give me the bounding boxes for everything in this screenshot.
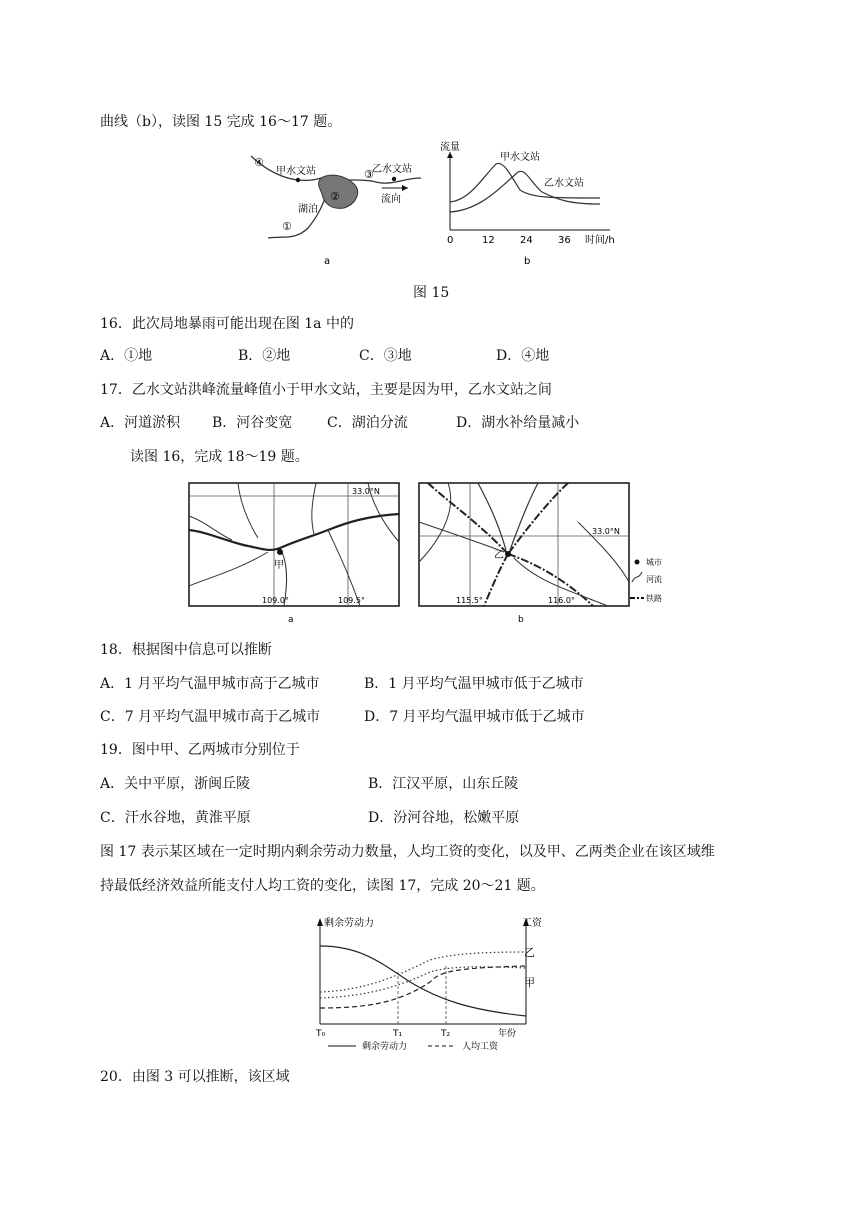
q16-option-a: A．①地 — [100, 348, 153, 364]
chart-15b-series-yi: 乙水文站 — [544, 178, 584, 189]
fig16b-lon1-label: 115.5° — [456, 596, 483, 605]
chart-15b-tick-0: 0 — [447, 235, 454, 246]
chart-15b-xlabel: 时间/h — [585, 235, 615, 246]
figure-17-chart — [300, 912, 560, 1062]
legend-city-label: 城市 — [646, 558, 662, 567]
q18-stem: 18．根据图中信息可以推断 — [100, 642, 272, 658]
fig16a-lat-label: 33.0°N — [352, 487, 380, 496]
chart-15b-ylabel: 流量 — [440, 142, 460, 153]
marker-1: ① — [282, 220, 292, 233]
station-jia-label: 甲水文站 — [276, 166, 316, 177]
q19-option-a: A．关中平原，浙闽丘陵 — [100, 776, 251, 792]
chart-15b-tick-36: 36 — [558, 235, 571, 246]
legend-railway-label: 铁路 — [646, 594, 662, 603]
figure-15b-chart — [440, 138, 620, 268]
fig17-legend-wage: 人均工资 — [462, 1042, 499, 1052]
q17-option-d: D．湖水补给量减小 — [456, 415, 580, 431]
marker-4: ④ — [254, 156, 264, 169]
fig17-intro-line-1: 图 17 表示某区域在一定时期内剩余劳动力数量，人均工资的变化，以及甲、乙两类企业在该区域维 — [100, 844, 715, 860]
fig16a-city-label: 甲 — [274, 560, 284, 571]
fig17-tick-t2: T₂ — [441, 1029, 451, 1039]
q17-option-a: A．河道淤积 — [100, 415, 181, 431]
q19-option-b: B．江汉平原，山东丘陵 — [368, 776, 519, 792]
marker-2: ② — [330, 190, 340, 203]
figure-16b-sublabel: b — [518, 615, 524, 625]
fig16a-lon2-label: 109.5° — [338, 596, 365, 605]
q16-option-d: D．④地 — [496, 348, 550, 364]
fig17-label-jia: 甲 — [524, 976, 535, 989]
intro-line: 曲线（b），读图 15 完成 16～17 题。 — [100, 114, 342, 130]
fig17-tick-t0: T₀ — [316, 1029, 326, 1039]
figure-15b-sublabel: b — [524, 256, 531, 267]
figure-15a-map — [236, 148, 426, 268]
q18-option-c: C．7 月平均气温甲城市高于乙城市 — [100, 709, 321, 725]
q20-stem: 20．由图 3 可以推断，该区域 — [100, 1069, 290, 1085]
fig17-label-yi: 乙 — [524, 946, 535, 959]
q16-option-b: B．②地 — [238, 348, 291, 364]
fig16b-lon2-label: 116.0° — [548, 596, 575, 605]
q18-option-b: B．1 月平均气温甲城市低于乙城市 — [364, 676, 584, 692]
q19-option-d: D．汾河谷地，松嫩平原 — [368, 810, 520, 826]
q18-option-a: A．1 月平均气温甲城市高于乙城市 — [100, 676, 320, 692]
q17-option-b: B．河谷变宽 — [212, 415, 293, 431]
q19-stem: 19．图中甲、乙两城市分别位于 — [100, 742, 300, 758]
fig16b-lat-label: 33.0°N — [592, 527, 620, 536]
fig17-intro-line-2: 持最低经济效益所能支付人均工资的变化，读图 17，完成 20～21 题。 — [100, 878, 545, 894]
q17-option-c: C．湖泊分流 — [327, 415, 408, 431]
station-yi-label: 乙水文站 — [372, 164, 412, 175]
figure-16a-sublabel: a — [288, 615, 294, 625]
marker-3: ③ — [364, 168, 374, 181]
flow-direction-label: 流向 — [381, 194, 401, 205]
chart-15b-tick-24: 24 — [520, 235, 533, 246]
q16-option-c: C．③地 — [359, 348, 412, 364]
q17-stem: 17．乙水文站洪峰流量峰值小于甲水文站，主要是因为甲，乙水文站之间 — [100, 382, 552, 398]
fig16a-lon1-label: 109.0° — [262, 596, 289, 605]
fig17-legend-labor: 剩余劳动力 — [362, 1042, 408, 1052]
figure-16b-map — [418, 482, 668, 628]
q16-stem: 16．此次局地暴雨可能出现在图 1a 中的 — [100, 316, 354, 332]
fig17-tick-t1: T₁ — [393, 1029, 403, 1039]
figure-15-caption: 图 15 — [413, 285, 450, 301]
lake-label: 湖泊 — [298, 204, 318, 215]
fig17-ylabel-right: 工资 — [522, 918, 542, 929]
q19-option-c: C．汗水谷地，黄淮平原 — [100, 810, 251, 826]
chart-15b-series-jia: 甲水文站 — [500, 152, 540, 163]
fig17-ylabel-left: 剩余劳动力 — [324, 918, 374, 929]
fig16-intro: 读图 16，完成 18～19 题。 — [130, 449, 309, 465]
figure-15a-sublabel: a — [324, 256, 331, 267]
figure-16a-map — [188, 482, 402, 628]
fig17-xlabel: 年份 — [498, 1029, 517, 1039]
q18-option-d: D．7 月平均气温甲城市低于乙城市 — [364, 709, 585, 725]
chart-15b-tick-12: 12 — [482, 235, 495, 246]
fig16b-city-label: 乙 — [494, 550, 504, 561]
legend-river-label: 河流 — [646, 575, 662, 584]
